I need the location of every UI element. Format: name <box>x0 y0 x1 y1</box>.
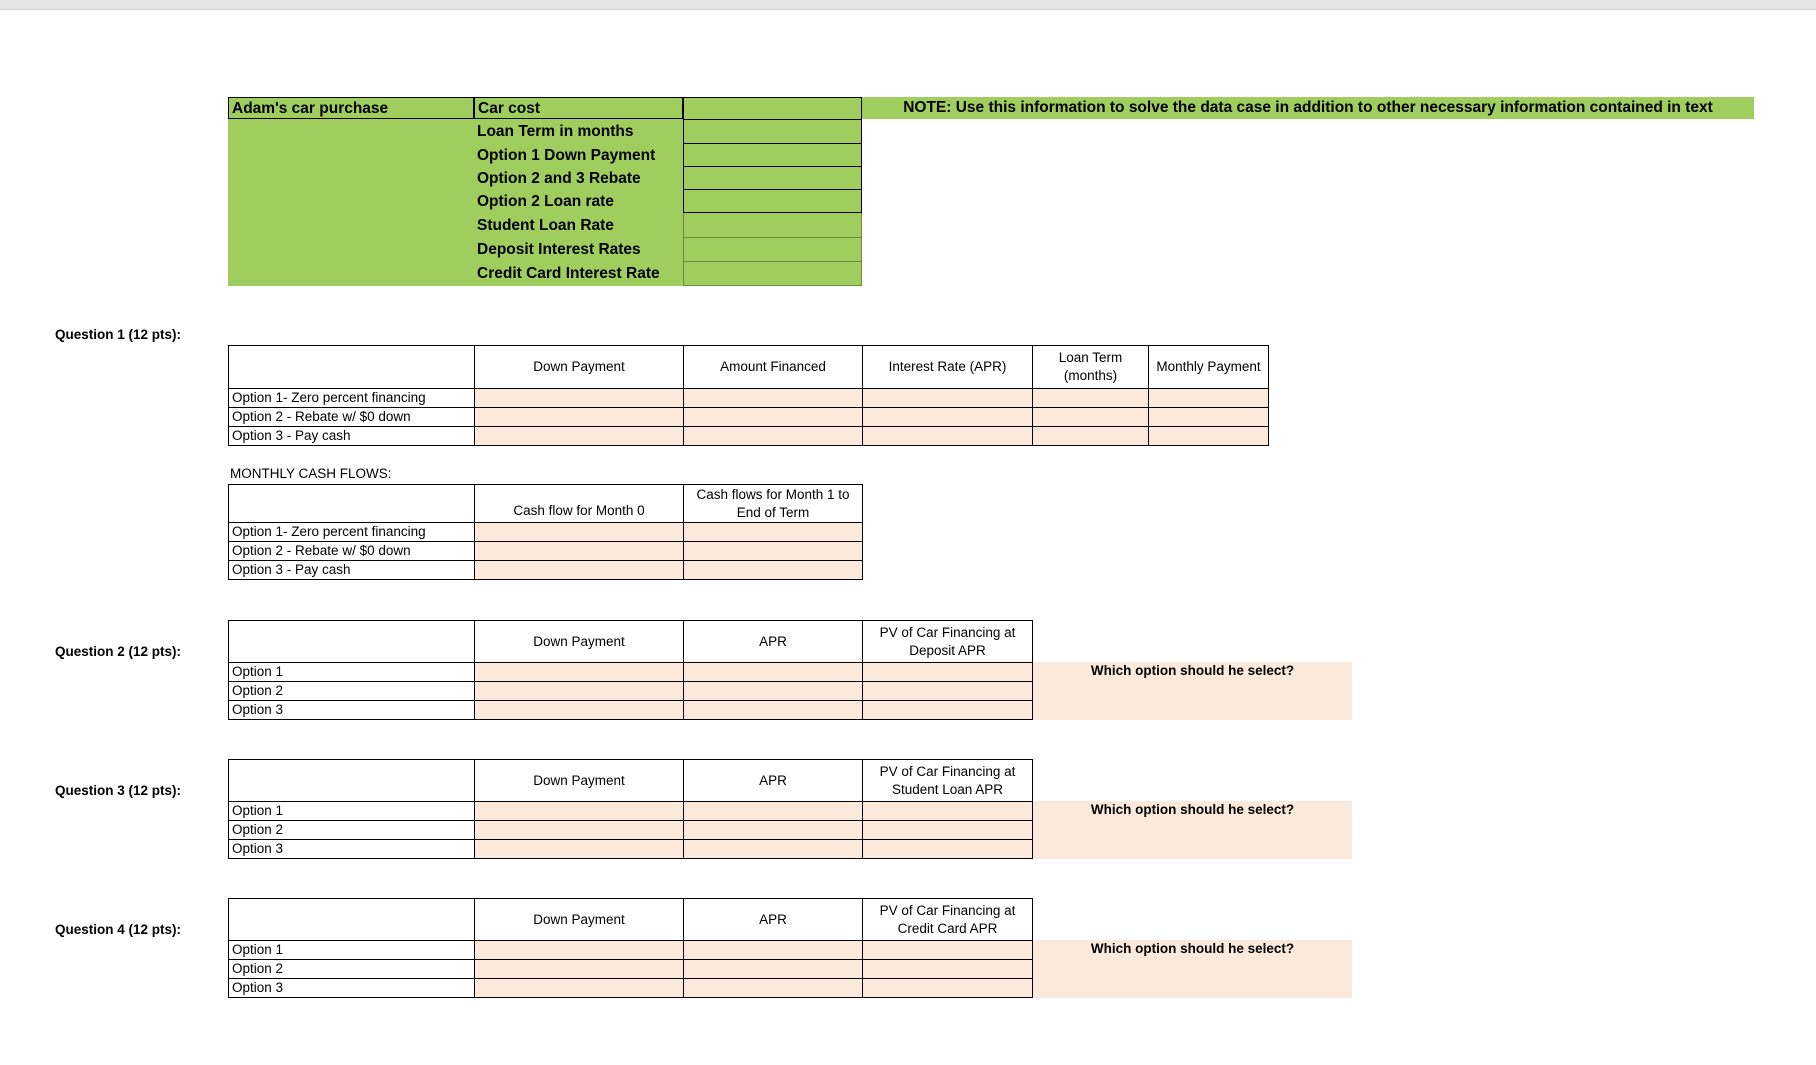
q1-header-down-payment: Down Payment <box>474 345 684 389</box>
q1-header-loan-term: Loan Term (months) <box>1032 345 1149 389</box>
q4-gridline <box>683 940 684 998</box>
field-option1-down: Option 1 Down Payment <box>477 147 656 164</box>
q3-gridline <box>474 839 1033 840</box>
q1-gridline <box>474 426 1269 427</box>
cashflows-row2-label: Option 2 - Rebate w/ $0 down <box>228 541 475 561</box>
input-loan-term[interactable] <box>683 120 862 144</box>
q2-corner-cell <box>228 620 475 663</box>
question3-label: Question 3 (12 pts): <box>55 783 182 798</box>
q4-header-apr: APR <box>683 898 863 941</box>
input-rebate[interactable] <box>683 167 862 190</box>
q3-gridline <box>474 820 1033 821</box>
q2-gridline <box>474 700 1033 701</box>
q2-header-pv: PV of Car Financing at Deposit APR <box>862 620 1033 663</box>
q4-row2-label: Option 2 <box>228 959 475 979</box>
cashflows-corner-cell <box>228 484 475 523</box>
q3-row2-label: Option 2 <box>228 820 475 840</box>
q3-which-option[interactable]: Which option should he select? <box>1090 802 1295 817</box>
cashflows-gridline <box>683 522 684 580</box>
q1-gridline <box>683 388 684 446</box>
q3-row3-label: Option 3 <box>228 839 475 859</box>
q4-header-down-payment: Down Payment <box>474 898 684 941</box>
q3-gridline <box>683 801 684 859</box>
q1-data-area <box>474 388 1269 446</box>
q1-row2-label: Option 2 - Rebate w/ $0 down <box>228 407 475 427</box>
cashflows-row1-label: Option 1- Zero percent financing <box>228 522 475 542</box>
q3-header-apr: APR <box>683 759 863 802</box>
q1-header-monthly-payment: Monthly Payment <box>1148 345 1269 389</box>
cashflows-gridline <box>474 579 862 580</box>
q4-row3-label: Option 3 <box>228 978 475 998</box>
input-student-rate[interactable] <box>683 213 862 238</box>
field-car-cost: Car cost <box>474 97 683 119</box>
input-option1-down[interactable] <box>683 144 862 167</box>
q4-row1-label: Option 1 <box>228 940 475 960</box>
cashflows-gridline <box>474 560 862 561</box>
field-rebate: Option 2 and 3 Rebate <box>477 170 641 187</box>
question4-label: Question 4 (12 pts): <box>55 922 182 937</box>
q1-header-apr: Interest Rate (APR) <box>862 345 1033 389</box>
q1-row1-label: Option 1- Zero percent financing <box>228 388 475 408</box>
q4-gridline <box>862 940 863 998</box>
q2-row3-label: Option 3 <box>228 700 475 720</box>
q2-header-apr: APR <box>683 620 863 663</box>
cashflows-title: MONTHLY CASH FLOWS: <box>230 466 392 481</box>
q4-header-pv: PV of Car Financing at Credit Card APR <box>862 898 1033 941</box>
q2-which-option[interactable]: Which option should he select? <box>1090 663 1295 678</box>
q2-gridline <box>683 662 684 720</box>
input-deposit-rate[interactable] <box>683 238 862 262</box>
q1-header-amount-financed: Amount Financed <box>683 345 863 389</box>
field-loan-term: Loan Term in months <box>477 123 634 140</box>
q4-which-option[interactable]: Which option should he select? <box>1090 941 1295 956</box>
cashflows-row3-label: Option 3 - Pay cash <box>228 560 475 580</box>
q1-gridline <box>1268 388 1269 446</box>
question2-label: Question 2 (12 pts): <box>55 644 182 659</box>
q2-gridline <box>474 719 1033 720</box>
q4-gridline <box>474 997 1033 998</box>
field-credit-rate: Credit Card Interest Rate <box>477 265 660 282</box>
q1-corner-cell <box>228 345 475 389</box>
q3-corner-cell <box>228 759 475 802</box>
question1-label: Question 1 (12 pts): <box>55 327 182 342</box>
q3-header-down-payment: Down Payment <box>474 759 684 802</box>
note-text: NOTE: Use this information to solve the data case in addition to other necessary information contained in text <box>903 99 1713 116</box>
window-top-bar <box>0 0 1816 10</box>
q2-row1-label: Option 1 <box>228 662 475 682</box>
q4-gridline <box>474 978 1033 979</box>
q3-header-pv: PV of Car Financing at Student Loan APR <box>862 759 1033 802</box>
field-deposit-rate: Deposit Interest Rates <box>477 241 641 258</box>
q1-gridline <box>474 445 1269 446</box>
q3-gridline <box>474 858 1033 859</box>
q3-row1-label: Option 1 <box>228 801 475 821</box>
q2-row2-label: Option 2 <box>228 681 475 701</box>
q2-header-down-payment: Down Payment <box>474 620 684 663</box>
input-credit-rate[interactable] <box>683 262 862 286</box>
q1-gridline <box>1032 388 1033 446</box>
q2-gridline <box>474 681 1033 682</box>
cashflows-gridline <box>474 541 862 542</box>
q1-gridline <box>1148 388 1149 446</box>
cashflows-header-month0: Cash flow for Month 0 <box>474 484 684 523</box>
input-car-cost[interactable] <box>683 97 862 120</box>
q1-gridline <box>474 407 1269 408</box>
setup-title: Adam's car purchase <box>228 97 474 119</box>
field-student-rate: Student Loan Rate <box>477 217 614 234</box>
q3-gridline <box>862 801 863 859</box>
field-option2-rate: Option 2 Loan rate <box>477 193 614 210</box>
q2-gridline <box>862 662 863 720</box>
cashflows-gridline <box>862 522 863 580</box>
q1-gridline <box>862 388 863 446</box>
q4-gridline <box>474 959 1033 960</box>
cashflows-header-month1-end: Cash flows for Month 1 to End of Term <box>683 484 863 523</box>
q1-row3-label: Option 3 - Pay cash <box>228 426 475 446</box>
cashflows-data-area <box>474 522 862 580</box>
input-option2-rate[interactable] <box>683 190 862 213</box>
q4-corner-cell <box>228 898 475 941</box>
